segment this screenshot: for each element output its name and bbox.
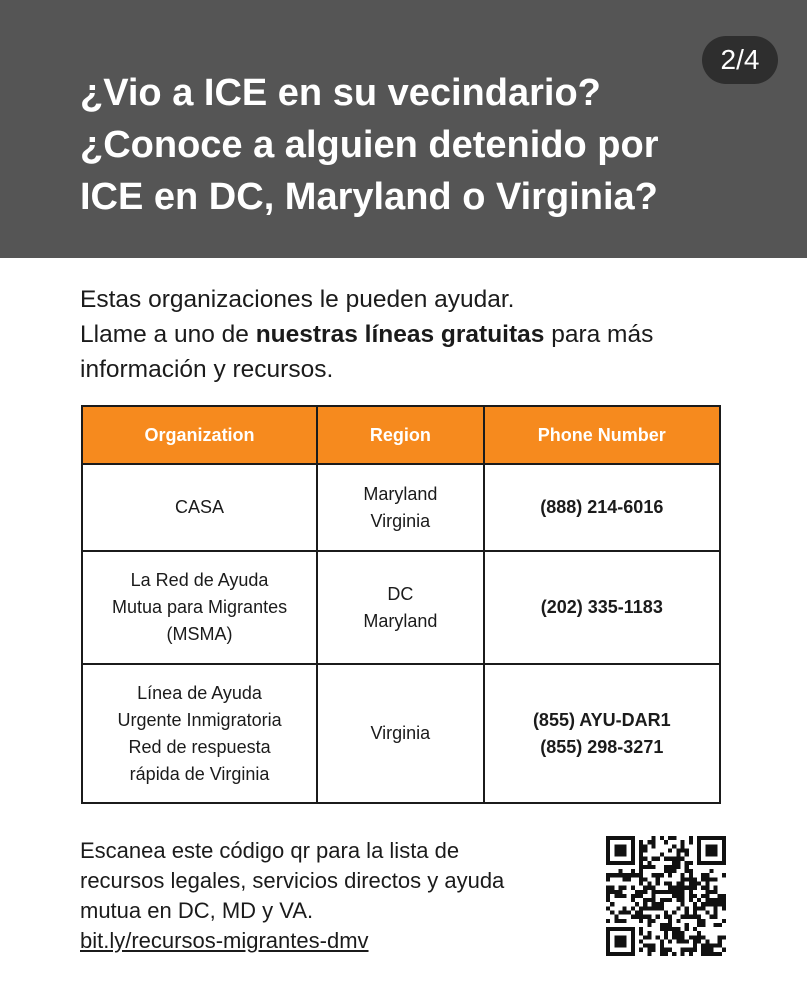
cell-organization: [82, 551, 317, 664]
intro-line-1: Estas organizaciones le pueden ayudar.: [80, 286, 515, 313]
footer-line-2: recursos legales, servicios directos y ayuda: [80, 868, 505, 893]
cell-line: Maryland: [363, 610, 438, 631]
header-banner: [0, 0, 807, 258]
phone-number[interactable]: (855) AYU-DAR1: [532, 709, 671, 730]
title-line-2: ¿Conoce a alguien detenido por: [80, 124, 659, 166]
footer-line-3: mutua en DC, MD y VA.: [80, 898, 314, 923]
table-row: [82, 551, 720, 664]
table-row: [82, 664, 720, 803]
phone-number[interactable]: (888) 214-6016: [540, 497, 664, 517]
header-organization: Organization: [82, 406, 317, 464]
phone-number[interactable]: (855) 298-3271: [540, 736, 664, 757]
table-row: [82, 464, 720, 551]
cell-line: Virginia: [370, 723, 431, 743]
intro-line-2-suffix: para más: [544, 321, 654, 348]
qr-code-icon[interactable]: [606, 836, 726, 956]
cell-line: (MSMA): [166, 624, 233, 644]
organizations-table: [81, 405, 721, 804]
cell-organization: [82, 664, 317, 803]
cell-line: La Red de Ayuda: [130, 570, 269, 590]
cell-phone[interactable]: [484, 551, 720, 664]
cell-organization: [82, 464, 317, 551]
resources-link[interactable]: bit.ly/recursos-migrantes-dmv: [80, 928, 369, 953]
header-region: Region: [317, 406, 483, 464]
cell-line: Virginia: [370, 510, 431, 531]
cell-region: [317, 664, 483, 803]
cell-line: rápida de Virginia: [129, 763, 270, 784]
cell-line: DC: [387, 583, 414, 604]
phone-number[interactable]: (202) 335-1183: [540, 597, 663, 617]
page-title: [80, 67, 720, 223]
cell-phone[interactable]: [484, 464, 720, 551]
cell-region: [317, 551, 483, 664]
cell-line: Línea de Ayuda: [137, 682, 262, 703]
title-line-1: ¿Vio a ICE en su vecindario?: [80, 72, 601, 114]
cell-line: Maryland: [363, 483, 438, 504]
page-indicator: 2/4: [702, 36, 778, 84]
intro-line-3: información y recursos.: [80, 356, 334, 383]
intro-line-2: [80, 317, 760, 352]
cell-line: Red de respuesta: [128, 736, 271, 757]
header-phone-number: Phone Number: [484, 406, 720, 464]
footer-text: [80, 836, 580, 956]
cell-region: [317, 464, 483, 551]
cell-line: Mutua para Migrantes: [112, 597, 288, 617]
intro-line-2-prefix: Llame a uno de: [80, 321, 256, 348]
title-line-3: ICE en DC, Maryland o Virginia?: [80, 176, 658, 218]
cell-line: Urgente Inmigratoria: [117, 709, 282, 730]
cell-phone[interactable]: [484, 664, 720, 803]
cell-line: CASA: [175, 497, 225, 517]
table-header-row: [82, 406, 720, 464]
intro-text: [80, 282, 760, 387]
footer-line-1: Escanea este código qr para la lista de: [80, 838, 460, 863]
intro-line-2-bold: nuestras líneas gratuitas: [255, 321, 545, 348]
